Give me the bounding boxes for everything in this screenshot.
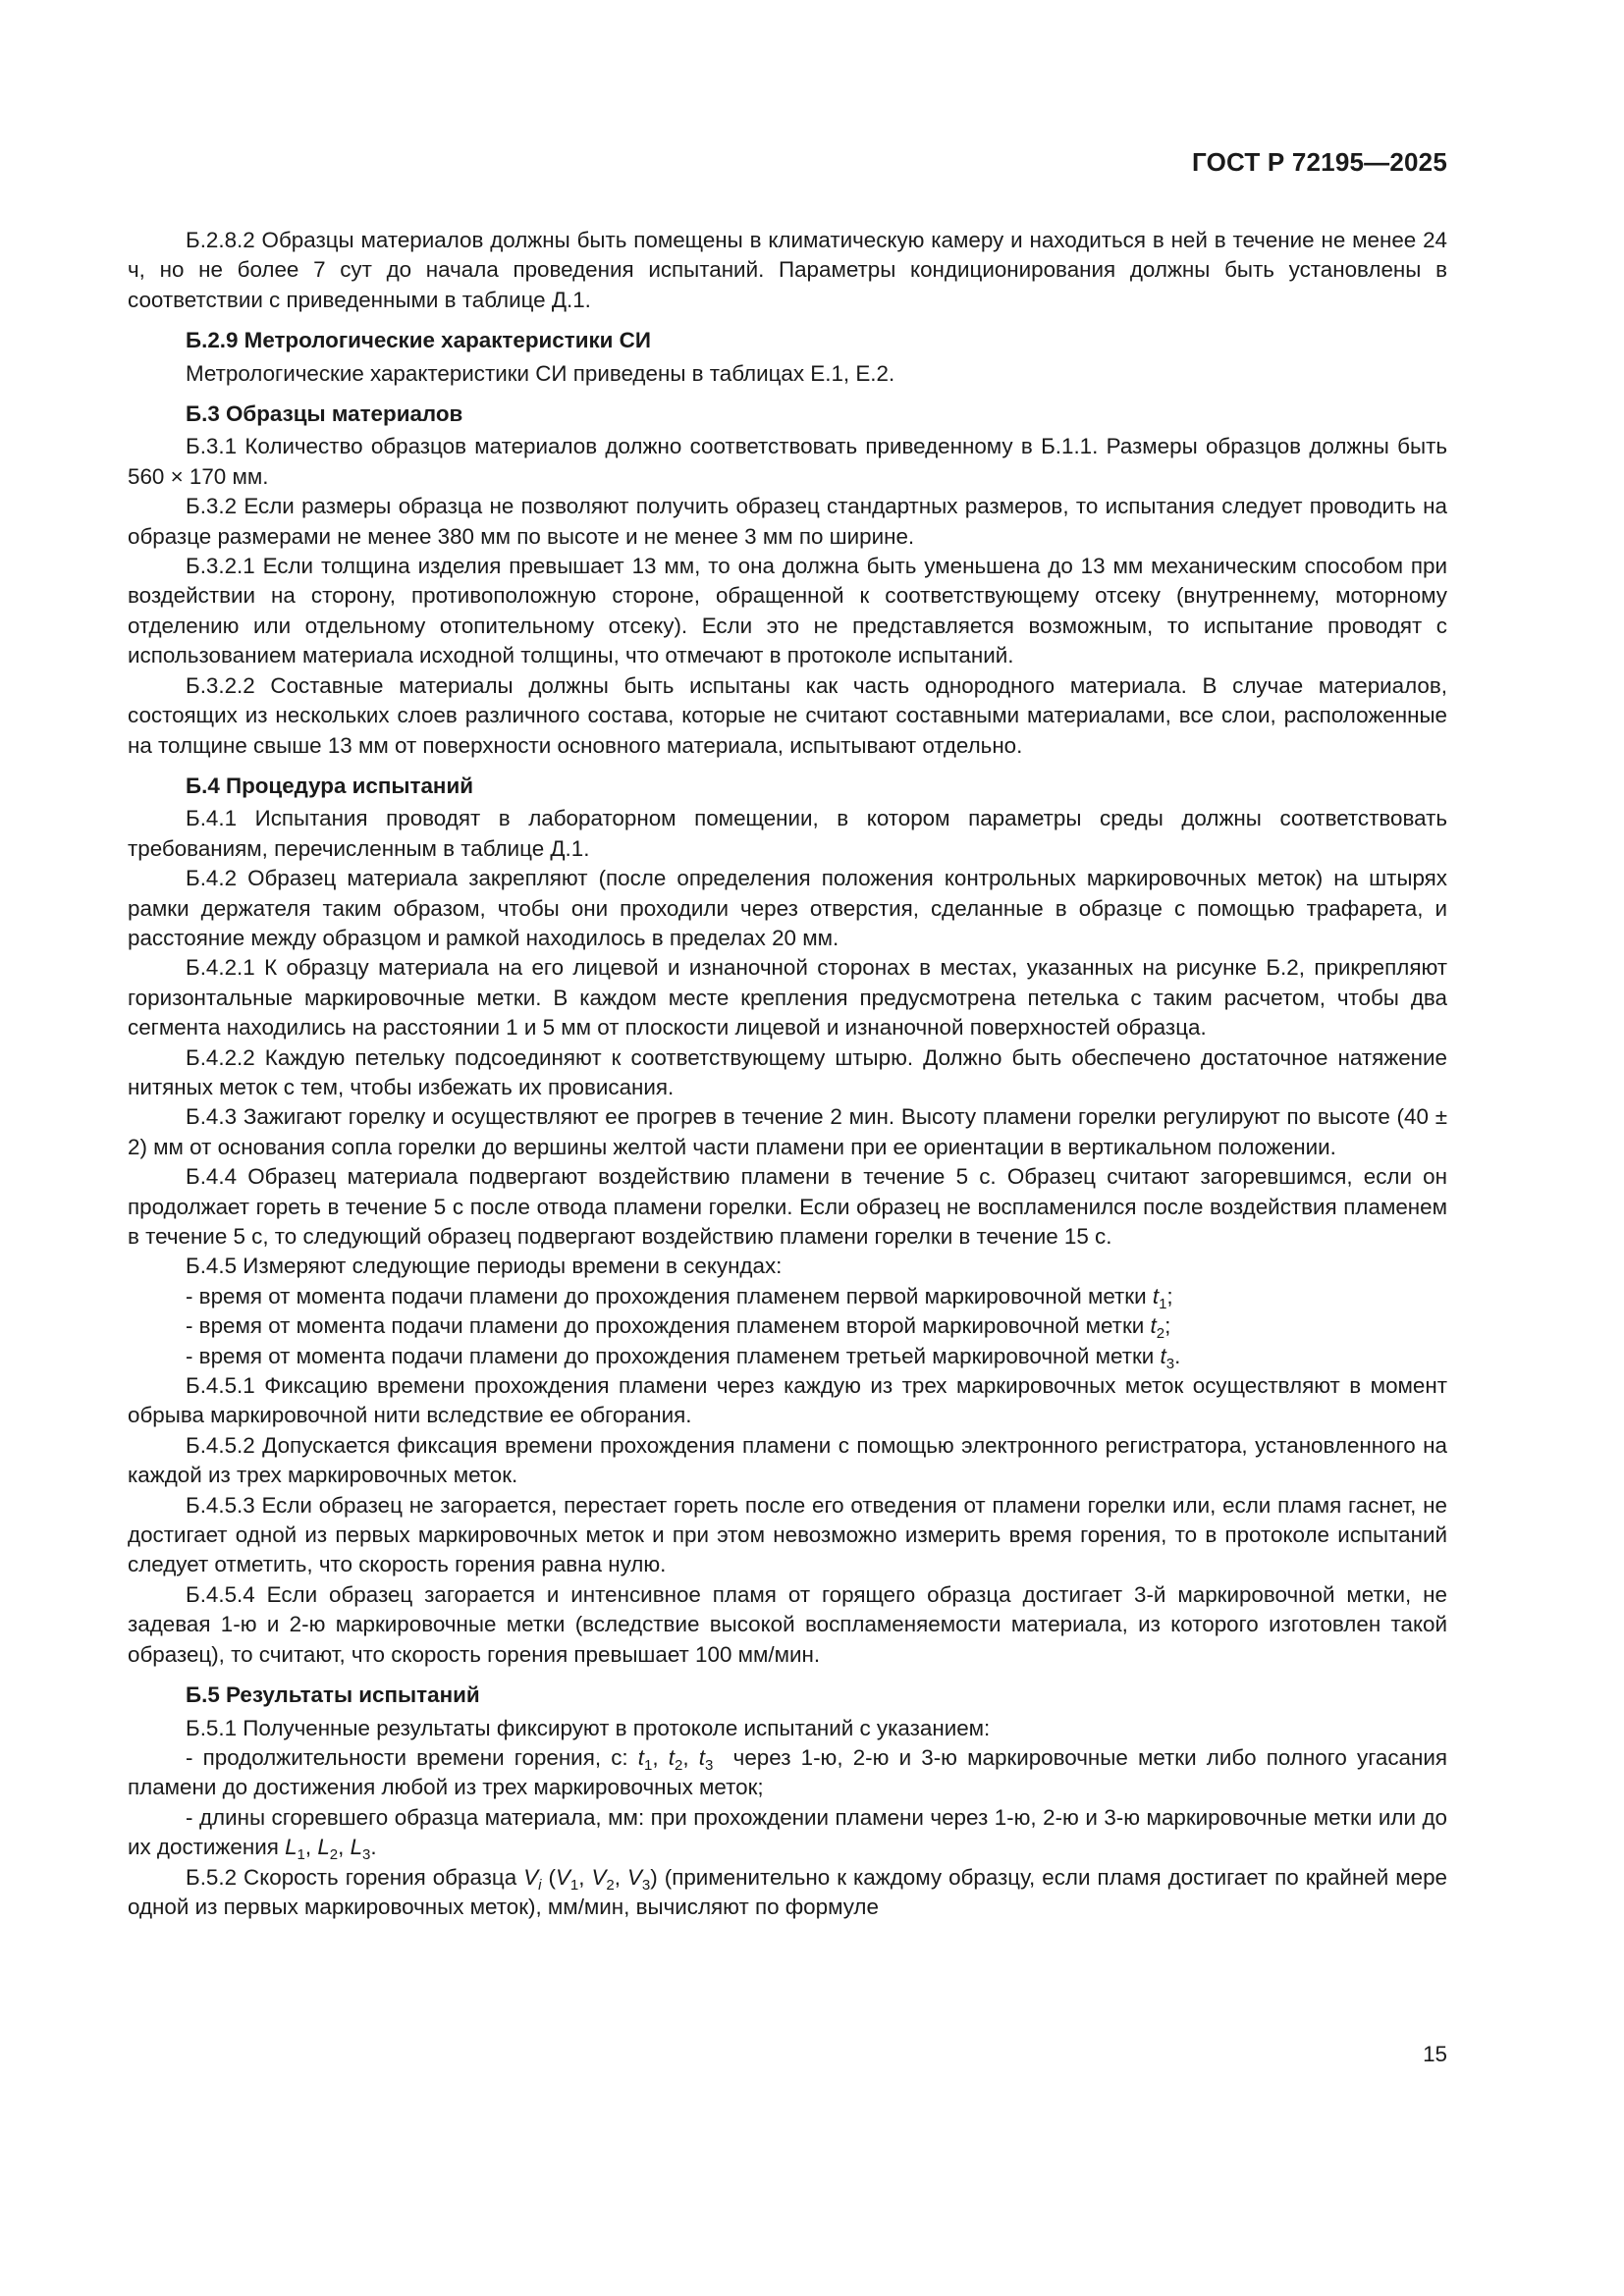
- document-body: [128, 226, 1447, 1922]
- list-item-duration: - продолжительности времени горения, с: $t_1$, $t_2$, $t_3$ через 1-ю, 2-ю и 3-ю маркировочные метки либо полного угасания пламени до достижения любой из трех маркировочных меток;: [128, 1744, 1447, 1800]
- page-number: 15: [1423, 2042, 1447, 2066]
- heading-b5: Б.5 Результаты испытаний: [186, 1682, 480, 1708]
- heading-b3: Б.3 Образцы материалов: [186, 401, 463, 427]
- document-code-header: ГОСТ Р 72195—2025: [1192, 147, 1447, 177]
- paragraph-b31: Б.3.1 Количество образцов материалов должно соответствовать приведенному в Б.1.1. Размеры образцов должны быть 560 × 170 мм.: [128, 434, 1447, 489]
- list-item-t2-text: - время от момента подачи пламени до прохождения пламенем второй маркировочной метки: [186, 1313, 1145, 1339]
- paragraph-b32: Б.3.2 Если размеры образца не позволяют получить образец стандартных размеров, то испытания следует проводить на образце размерами не менее 380 мм по высоте и не менее 3 мм по ширине.: [128, 494, 1447, 549]
- list-item-t2: - время от момента подачи пламени до прохождения пламенем второй маркировочной метки $t_2$;: [186, 1313, 1171, 1343]
- list-item-t1-text: - время от момента подачи пламени до прохождения пламенем первой маркировочной метки: [186, 1283, 1147, 1308]
- paragraph-b453: Б.4.5.3 Если образец не загорается, перестает гореть после его отведения от пламени горелки или, если пламя гаснет, не достигает одной из первых маркировочных меток и при этом невозможно измерить время горения, то в протоколе испытаний следует отметить, что скорость горения равна нулю.: [128, 1492, 1447, 1577]
- heading-b29: Б.2.9 Метрологические характеристики СИ: [186, 328, 651, 353]
- paragraph-b451: Б.4.5.1 Фиксацию времени прохождения пламени через каждую из трех маркировочных меток осуществляют в момент обрыва маркировочной нити вследствие ее обгорания.: [128, 1373, 1447, 1428]
- list-item-t1: - время от момента подачи пламени до прохождения пламенем первой маркировочной метки $t_1$;: [186, 1283, 1173, 1312]
- paragraph-b454: Б.4.5.4 Если образец загорается и интенсивное пламя от горящего образца достигает 3-й маркировочной метки, не задевая 1-ю и 2-ю маркировочные метки (вследствие высокой воспламеняемости материала, из которого изготовлен такой образец), то считают, что скорость горения превышает 100 мм/мин.: [128, 1581, 1447, 1667]
- heading-b4: Б.4 Процедура испытаний: [186, 773, 473, 798]
- paragraph-b43: Б.4.3 Зажигают горелку и осуществляют ее прогрев в течение 2 мин. Высоту пламени горелки регулируют по высоте (40 ± 2) мм от основания сопла горелки до вершины желтой части пламени при ее ориентации в вертикальном положении.: [128, 1104, 1447, 1159]
- paragraph-b452: Б.4.5.2 Допускается фиксация времени прохождения пламени с помощью электронного регистратора, установленного на каждой из трех маркировочных меток.: [128, 1432, 1447, 1488]
- paragraph-b42: Б.4.2 Образец материала закрепляют (после определения положения контрольных маркировочных меток) на штырях рамки держателя таким образом, чтобы они проходили через отверстия, сделанные в образце с помощью трафарета, и расстояние между образцом и рамкой находилось в пределах 20 мм.: [128, 866, 1447, 950]
- list-item-length: - длины сгоревшего образца материала, мм: при прохождении пламени через 1-ю, 2-ю и 3-ю маркировочные метки или до их достижения $L_1$, $L_2$, $L_3$.: [128, 1804, 1447, 1864]
- paragraph-b321: Б.3.2.1 Если толщина изделия превышает 13 мм, то она должна быть уменьшена до 13 мм механическим способом при воздействии на сторону, противоположную стороне, обращенной к соответствующему отсеку (внутреннему, моторному отделению или отдельному отопительному отсеку). Если это не представляется возможным, то испытание проводят с использованием материала исходной толщины, что отмечают в протоколе испытаний.: [128, 554, 1447, 668]
- paragraph-b41: Б.4.1 Испытания проводят в лабораторном помещении, в котором параметры среды должны соответствовать требованиям, перечисленным в таблице Д.1.: [128, 806, 1447, 861]
- paragraph-b282: Б.2.8.2 Образцы материалов должны быть помещены в климатическую камеру и находиться в ней в течение не менее 24 ч, но не более 7 сут до начала проведения испытаний. Параметры кондиционирования должны быть установлены в соответствии с приведенными в таблице Д.1.: [128, 228, 1447, 312]
- list-item-t3: - время от момента подачи пламени до прохождения пламенем третьей маркировочной метки $t_3$.: [186, 1343, 1181, 1372]
- paragraph-b29: Метрологические характеристики СИ приведены в таблицах Е.1, Е.2.: [186, 360, 895, 386]
- list-item-t3-text: - время от момента подачи пламени до прохождения пламенем третьей маркировочной метки: [186, 1343, 1155, 1368]
- paragraph-b51: Б.5.1 Полученные результаты фиксируют в протоколе испытаний с указанием:: [186, 1715, 991, 1740]
- paragraph-b322: Б.3.2.2 Составные материалы должны быть испытаны как часть однородного материала. В случае материалов, состоящих из нескольких слоев различного состава, которые не считают составными материалами, все слои, расположенные на толщине свыше 13 мм от поверхности основного материала, испытывают отдельно.: [128, 672, 1447, 758]
- paragraph-b44: Б.4.4 Образец материала подвергают воздействию пламени в течение 5 с. Образец считают загоревшимся, если он продолжает гореть в течение 5 с после отвода пламени горелки. Если образец не воспламенился после воздействия пламенем в течение 5 с, то следующий образец подвергают воздействию пламени горелки в течение 15 с.: [128, 1164, 1447, 1249]
- paragraph-b52: Б.5.2 Скорость горения образца $V_i$ ($V_1$, $V_2$, $V_3$) (применительно к каждому образцу, если пламя достигает по крайней мере одной из первых маркировочных меток), мм/мин, вычисляют по формуле: [128, 1864, 1448, 1919]
- paragraph-b422: Б.4.2.2 Каждую петельку подсоединяют к соответствующему штырю. Должно быть обеспечено достаточное натяжение нитяных меток с тем, чтобы избежать их провисания.: [128, 1044, 1447, 1099]
- paragraph-b45: Б.4.5 Измеряют следующие периоды времени в секундах:: [186, 1254, 783, 1279]
- paragraph-b421: Б.4.2.1 К образцу материала на его лицевой и изнаночной сторонах в местах, указанных на рисунке Б.2, прикрепляют горизонтальные маркировочные метки. В каждом месте крепления предусмотрена петелька с таким расчетом, чтобы два сегмента находились на расстоянии 1 и 5 мм от плоскости лицевой и изнаночной поверхностей образца.: [128, 955, 1447, 1041]
